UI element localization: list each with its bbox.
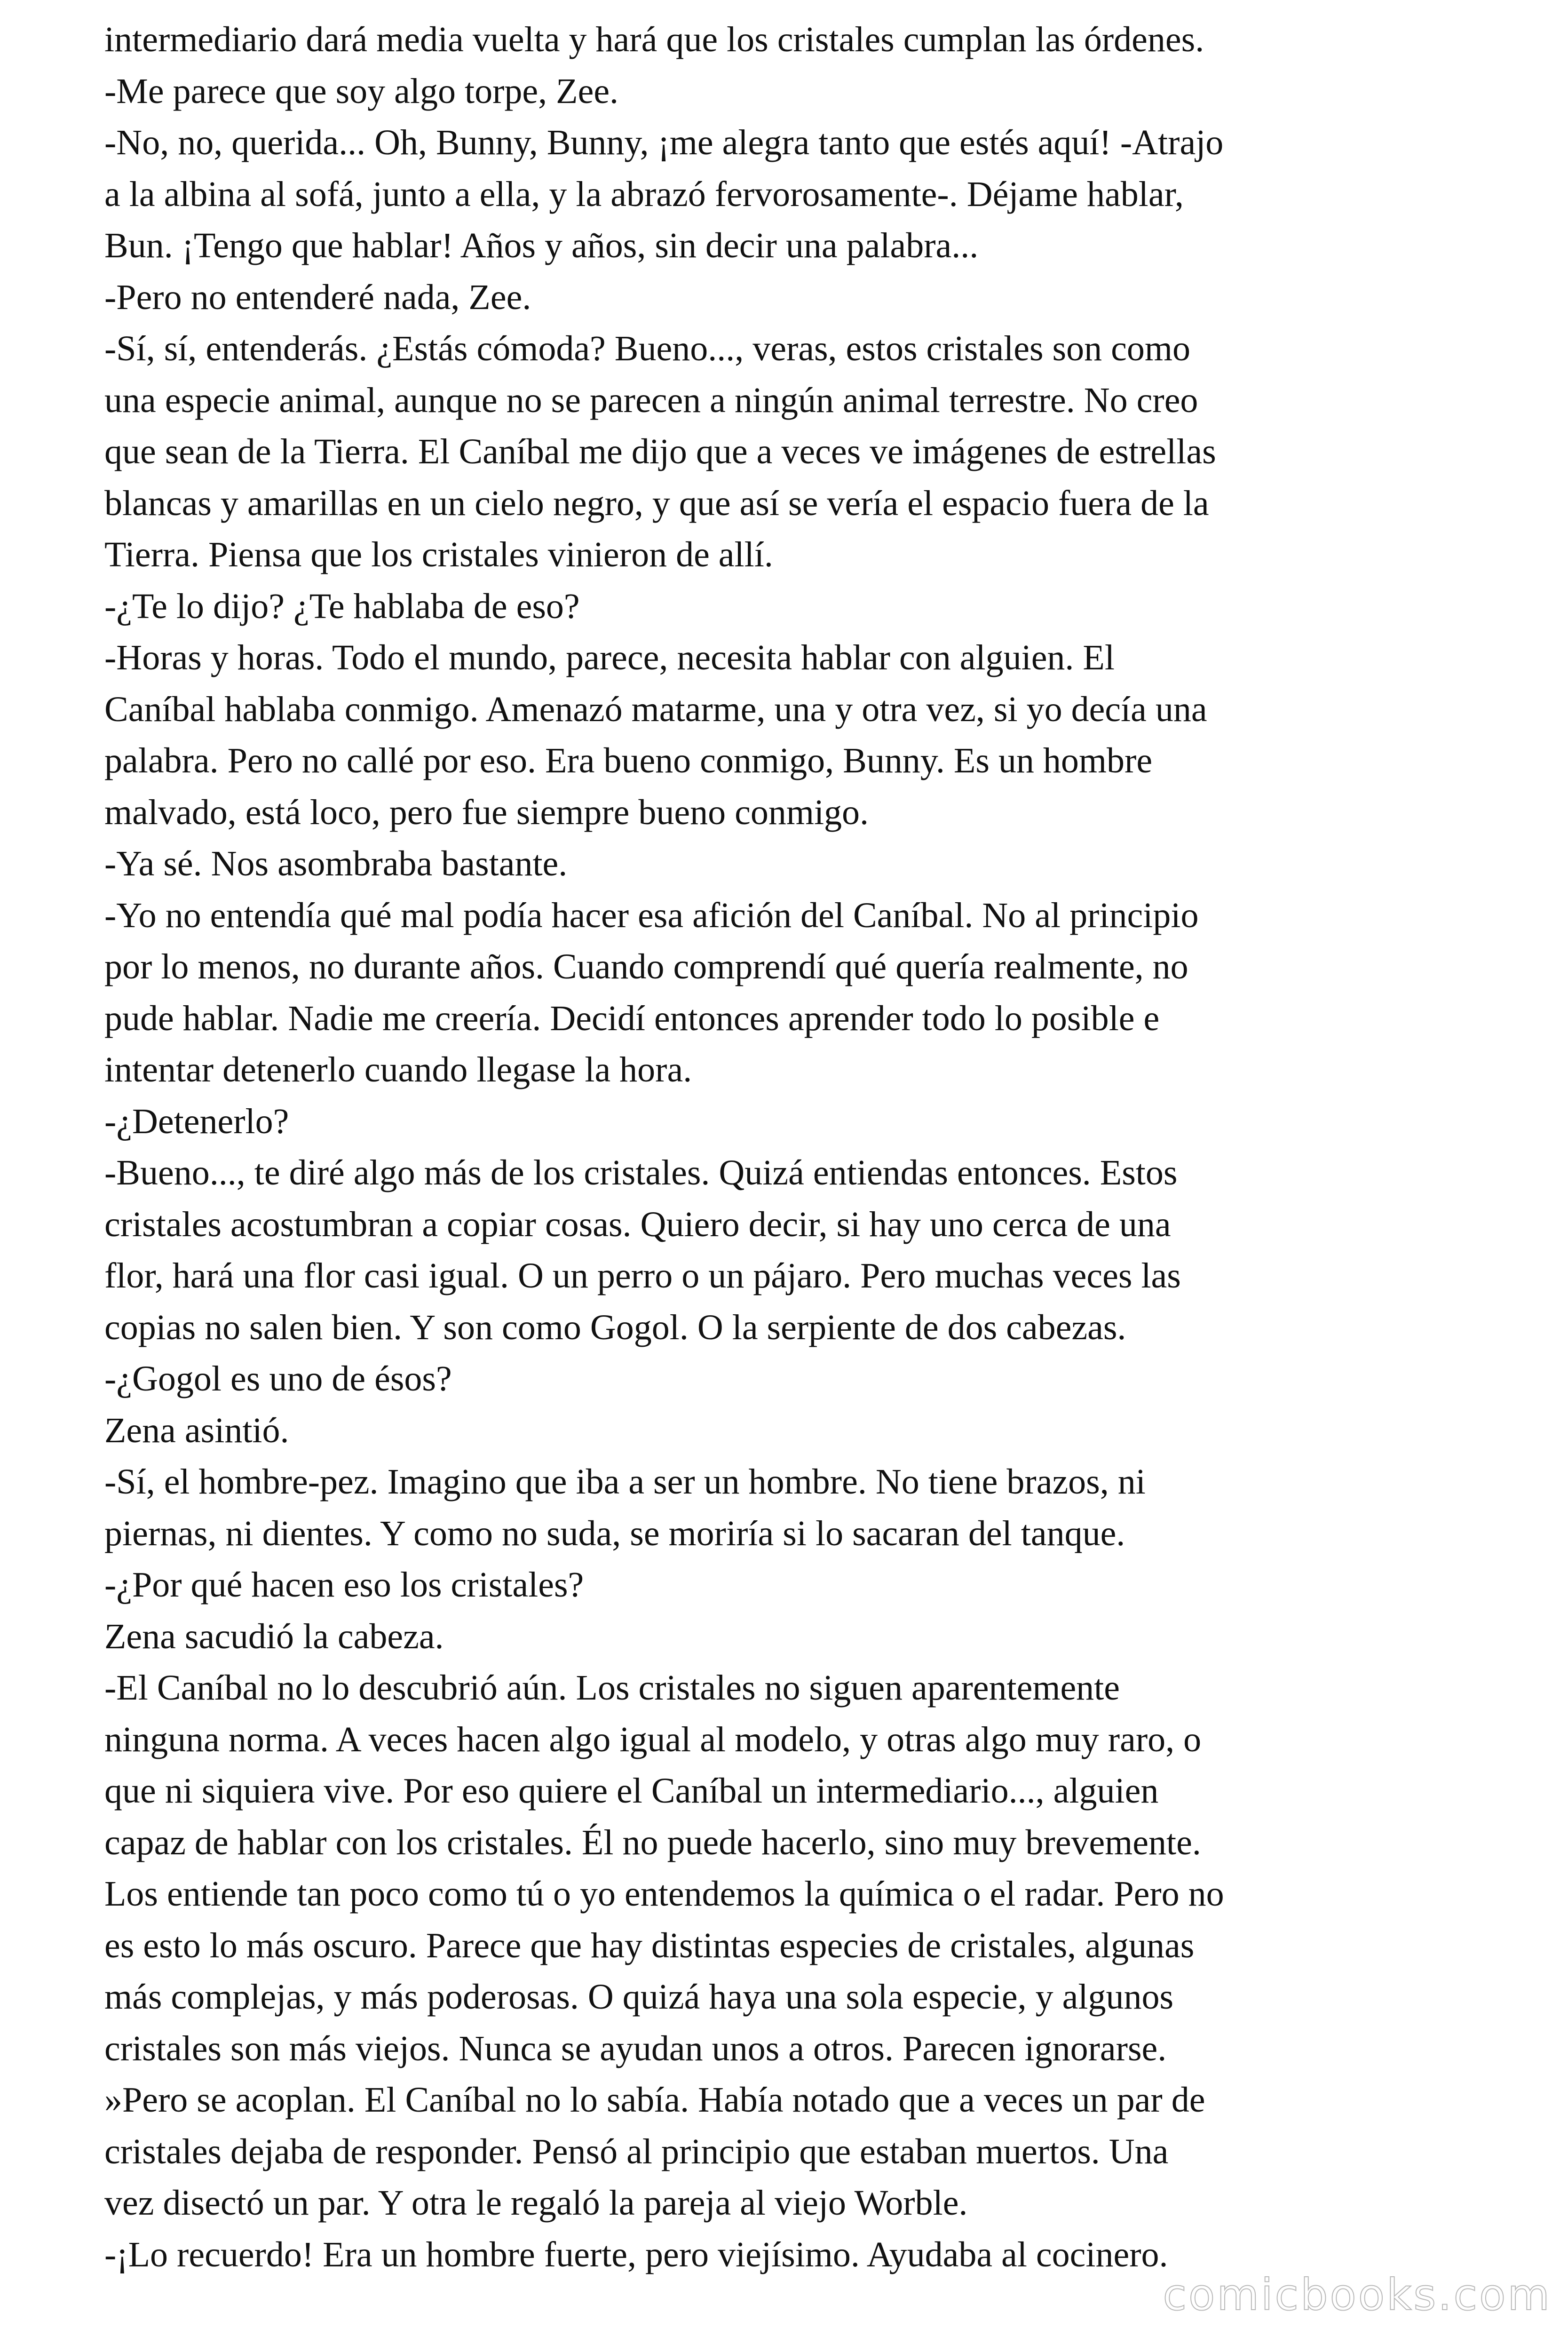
text-line: Tierra. Piensa que los cristales vinieron de allí. [104,535,773,574]
text-line: que sean de la Tierra. El Caníbal me dijo que a veces ve imágenes de estrellas [104,432,1216,471]
text-line: blancas y amarillas en un cielo negro, y que así se vería el espacio fuera de la [104,483,1209,523]
text-line: copias no salen bien. Y son como Gogol. O la serpiente de dos cabezas. [104,1307,1126,1347]
text-line: -Bueno..., te diré algo más de los cristales. Quizá entiendas entonces. Estos [104,1153,1178,1192]
text-line: capaz de hablar con los cristales. Él no puede hacerlo, sino muy brevemente. [104,1822,1201,1862]
text-line: -Yo no entendía qué mal podía hacer esa afición del Caníbal. No al principio [104,895,1199,935]
text-line: cristales son más viejos. Nunca se ayudan unos a otros. Parecen ignorarse. [104,2028,1167,2068]
text-line: -Horas y horas. Todo el mundo, parece, necesita hablar con alguien. El [104,638,1115,677]
text-line: Los entiende tan poco como tú o yo entendemos la química o el radar. Pero no [104,1874,1224,1914]
document-page [104,14,1497,2280]
text-line: flor, hará una flor casi igual. O un perro o un pájaro. Pero muchas veces las [104,1256,1181,1295]
text-line: piernas, ni dientes. Y como no suda, se moriría si lo sacaran del tanque. [104,1513,1125,1553]
watermark: comicbooks.com [1163,2270,1552,2320]
text-line: -¡Lo recuerdo! Era un hombre fuerte, pero viejísimo. Ayudaba al cocinero. [104,2234,1168,2274]
text-line: -El Caníbal no lo descubrió aún. Los cristales no siguen aparentemente [104,1668,1120,1708]
text-line: -Ya sé. Nos asombraba bastante. [104,844,568,883]
text-line: cristales acostumbran a copiar cosas. Quiero decir, si hay uno cerca de una [104,1204,1171,1244]
text-line: malvado, está loco, pero fue siempre bueno conmigo. [104,792,869,832]
text-line: -Sí, el hombre-pez. Imagino que iba a ser un hombre. No tiene brazos, ni [104,1462,1146,1502]
text-line: cristales dejaba de responder. Pensó al principio que estaban muertos. Una [104,2131,1169,2171]
text-line: -¿Te lo dijo? ¿Te hablaba de eso? [104,586,580,626]
text-line: -Me parece que soy algo torpe, Zee. [104,71,619,111]
text-line: »Pero se acoplan. El Caníbal no lo sabía. Había notado que a veces un par de [104,2080,1205,2120]
text-line: Bun. ¡Tengo que hablar! Años y años, sin decir una palabra... [104,226,979,265]
text-line: -¿Por qué hacen eso los cristales? [104,1565,584,1605]
text-line: palabra. Pero no callé por eso. Era bueno conmigo, Bunny. Es un hombre [104,741,1153,780]
text-line: Caníbal hablaba conmigo. Amenazó matarme, una y otra vez, si yo decía una [104,689,1207,729]
text-line: intentar detenerlo cuando llegase la hora. [104,1050,692,1089]
text-line: a la albina al sofá, junto a ella, y la abrazó fervorosamente-. Déjame hablar, [104,174,1184,214]
text-line: pude hablar. Nadie me creería. Decidí entonces aprender todo lo posible e [104,998,1160,1038]
text-line: -Sí, sí, entenderás. ¿Estás cómoda? Bueno..., veras, estos cristales son como [104,329,1190,368]
text-line: -Pero no entenderé nada, Zee. [104,277,531,317]
text-line: por lo menos, no durante años. Cuando comprendí qué quería realmente, no [104,947,1188,986]
text-line: ninguna norma. A veces hacen algo igual al modelo, y otras algo muy raro, o [104,1719,1202,1759]
text-line: una especie animal, aunque no se parecen a ningún animal terrestre. No creo [104,380,1198,420]
text-line: -No, no, querida... Oh, Bunny, Bunny, ¡me alegra tanto que estés aquí! -Atrajo [104,123,1224,162]
text-line: más complejas, y más poderosas. O quizá haya una sola especie, y algunos [104,1977,1174,2017]
text-line: -¿Detenerlo? [104,1101,289,1141]
text-line: intermediario dará media vuelta y hará que los cristales cumplan las órdenes. [104,20,1204,59]
text-line: que ni siquiera vive. Por eso quiere el Caníbal un intermediario..., alguien [104,1771,1159,1811]
text-line: es esto lo más oscuro. Parece que hay distintas especies de cristales, algunas [104,1925,1195,1965]
text-line: -¿Gogol es uno de ésos? [104,1359,452,1398]
text-line: Zena asintió. [104,1410,289,1450]
text-line: vez disectó un par. Y otra le regaló la pareja al viejo Worble. [104,2183,968,2223]
text-line: Zena sacudió la cabeza. [104,1616,444,1656]
